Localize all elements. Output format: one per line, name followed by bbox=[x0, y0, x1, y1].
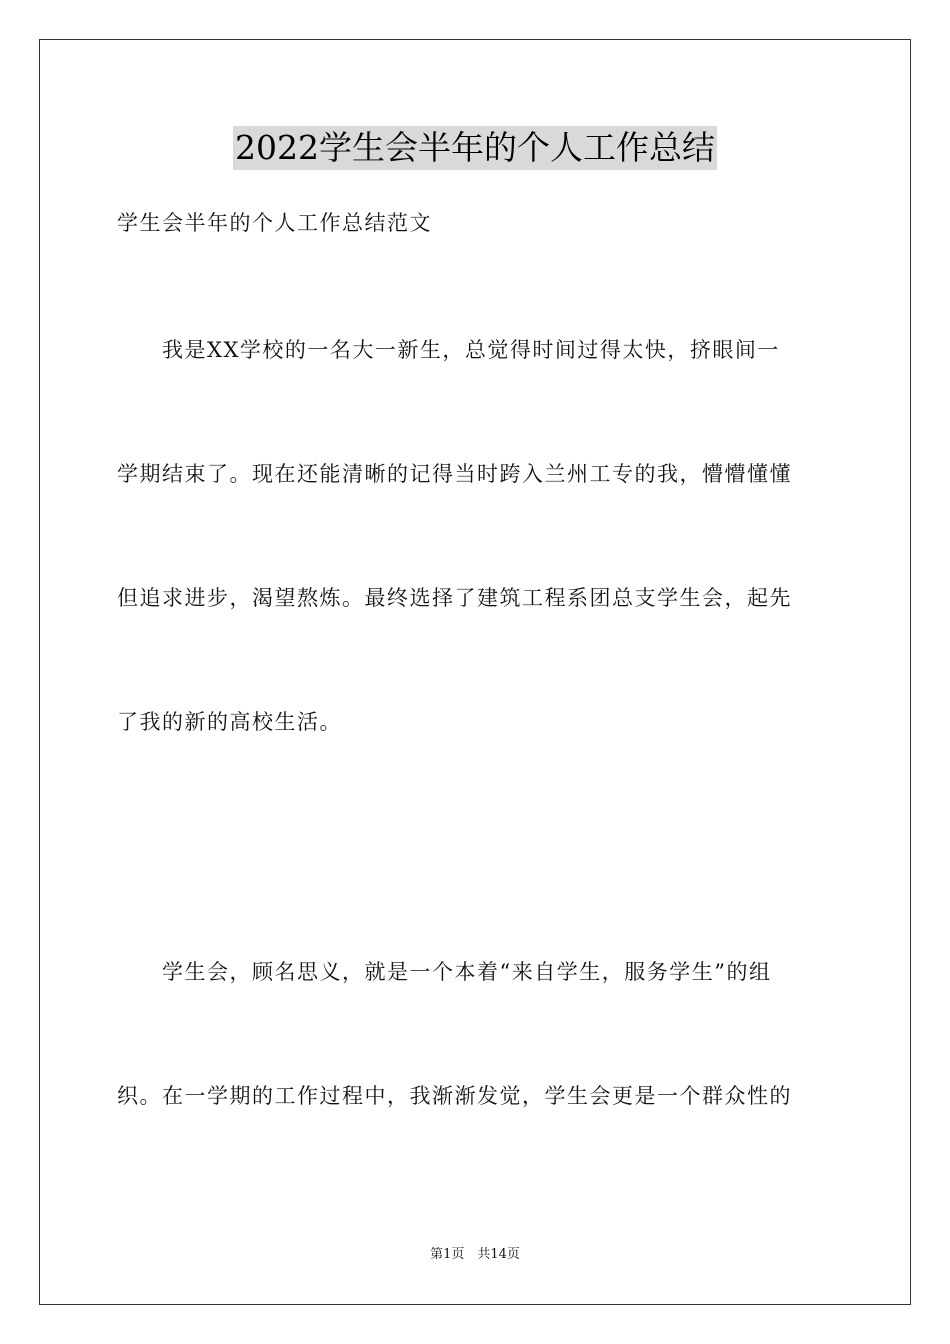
document-title: 2022学生会半年的个人工作总结 bbox=[233, 126, 717, 170]
paragraph-1-line-4: 了我的新的高校生活。 bbox=[117, 710, 342, 734]
paragraph-2-line-1: 学生会，顾名思义，就是一个本着“来自学生，服务学生”的组 bbox=[117, 960, 772, 984]
paragraph-2-line-2: 织。在一学期的工作过程中，我渐渐发觉，学生会更是一个群众性的 bbox=[117, 1084, 792, 1108]
paragraph-1-line-2: 学期结束了。现在还能清晰的记得当时跨入兰州工专的我，懵懵懂懂 bbox=[117, 462, 792, 486]
paragraph-1-line-3: 但追求进步，渴望熬炼。最终选择了建筑工程系团总支学生会，起先 bbox=[117, 586, 792, 610]
page-footer: 第1页 共14页 bbox=[430, 1247, 520, 1262]
title-container bbox=[0, 126, 950, 170]
document-subtitle: 学生会半年的个人工作总结范文 bbox=[117, 211, 432, 235]
paragraph-1-line-1: 我是XX学校的一名大一新生，总觉得时间过得太快，挤眼间一 bbox=[117, 338, 780, 362]
